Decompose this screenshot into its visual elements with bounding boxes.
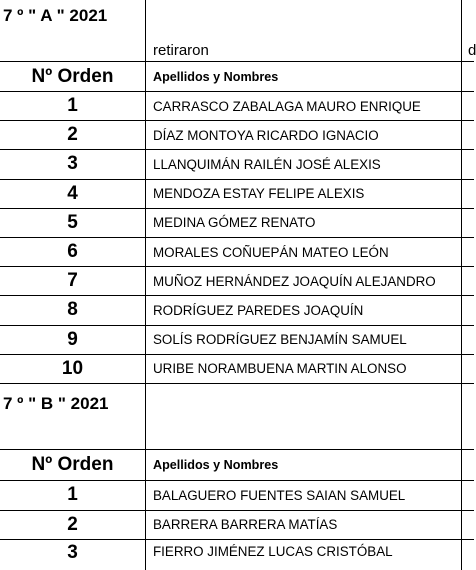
table-row	[0, 511, 474, 541]
edge-cell	[462, 62, 474, 91]
table-row	[0, 92, 474, 121]
edge-cell	[462, 296, 474, 324]
table-row	[0, 150, 474, 179]
section-a-header-row	[0, 62, 474, 92]
order-number: 4	[0, 180, 146, 208]
student-name: URIBE NORAMBUENA MARTIN ALONSO	[146, 355, 462, 383]
table-row	[0, 296, 474, 325]
order-number: 1	[0, 481, 146, 510]
table-row	[0, 355, 474, 384]
student-name: DÍAZ MONTOYA RICARDO IGNACIO	[146, 121, 462, 149]
student-name: MEDINA GÓMEZ RENATO	[146, 209, 462, 237]
order-number: 5	[0, 209, 146, 237]
section-b-title: 7 º " B " 2021	[3, 394, 109, 413]
student-name: SOLÍS RODRÍGUEZ BENJAMÍN SAMUEL	[146, 326, 462, 354]
student-name: MENDOZA ESTAY FELIPE ALEXIS	[146, 180, 462, 208]
table-row	[0, 540, 474, 570]
edge-cell	[462, 92, 474, 120]
order-header: Nº Orden	[0, 450, 146, 480]
student-name: MORALES COÑUEPÁN MATEO LEÓN	[146, 238, 462, 266]
order-number: 1	[0, 92, 146, 120]
student-name: BARRERA BARRERA MATÍAS	[146, 511, 462, 540]
order-number: 7	[0, 267, 146, 295]
edge-cell	[462, 150, 474, 178]
section-a-title: 7 º " A " 2021	[3, 6, 108, 25]
section-b-header-row	[0, 450, 474, 481]
order-number: 2	[0, 511, 146, 540]
section-b-title-cell	[0, 384, 146, 449]
edge-fragment: d	[468, 42, 476, 59]
order-number: 8	[0, 296, 146, 324]
order-number: 9	[0, 326, 146, 354]
table-row	[0, 209, 474, 238]
section-b-note-cell	[146, 384, 462, 449]
student-name: RODRÍGUEZ PAREDES JOAQUÍN	[146, 296, 462, 324]
table-row	[0, 180, 474, 209]
section-a-title-cell	[0, 0, 146, 61]
table-row	[0, 481, 474, 511]
edge-cell	[462, 481, 474, 510]
names-header: Apellidos y Nombres	[146, 450, 462, 480]
edge-cell	[462, 355, 474, 383]
student-name: MUÑOZ HERNÁNDEZ JOAQUÍN ALEJANDRO	[146, 267, 462, 295]
table-row	[0, 121, 474, 150]
student-name: LLANQUIMÁN RAILÉN JOSÉ ALEXIS	[146, 150, 462, 178]
edge-cell	[462, 326, 474, 354]
order-header: Nº Orden	[0, 62, 146, 91]
edge-cell	[462, 450, 474, 480]
table-row	[0, 326, 474, 355]
student-name: BALAGUERO FUENTES SAIAN SAMUEL	[146, 481, 462, 510]
order-number: 10	[0, 355, 146, 383]
table-row	[0, 267, 474, 296]
edge-cell	[462, 238, 474, 266]
section-a-title-row	[0, 0, 474, 62]
edge-cell	[462, 121, 474, 149]
section-a-edge-cell	[462, 0, 474, 61]
order-number: 2	[0, 121, 146, 149]
order-number: 3	[0, 540, 146, 570]
edge-cell	[462, 209, 474, 237]
section-b-title-row	[0, 384, 474, 450]
retiraron-label: retiraron	[153, 42, 209, 59]
section-a-note-cell	[146, 0, 462, 61]
order-number: 3	[0, 150, 146, 178]
student-name: FIERRO JIMÉNEZ LUCAS CRISTÓBAL	[146, 540, 462, 570]
edge-cell	[462, 384, 474, 449]
table-row	[0, 238, 474, 267]
order-number: 6	[0, 238, 146, 266]
edge-cell	[462, 180, 474, 208]
names-header: Apellidos y Nombres	[146, 62, 462, 91]
student-name: CARRASCO ZABALAGA MAURO ENRIQUE	[146, 92, 462, 120]
edge-cell	[462, 511, 474, 540]
edge-cell	[462, 267, 474, 295]
edge-cell	[462, 540, 474, 570]
